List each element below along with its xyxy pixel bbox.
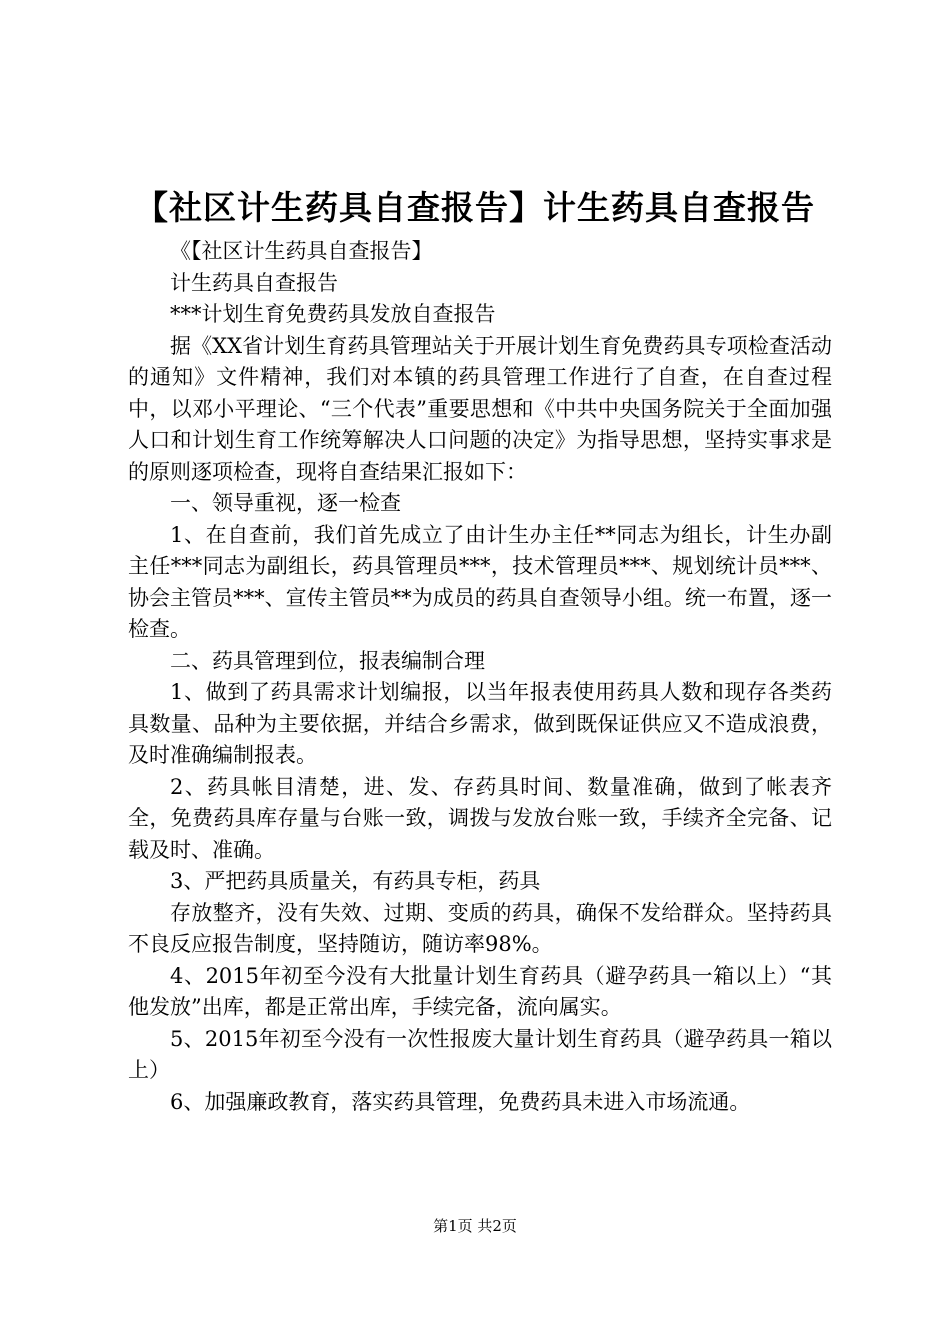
page-footer: 第1页 共2页 [433, 1217, 517, 1235]
paragraph-report-name: ***计划生育免费药具发放自查报告 [170, 302, 496, 326]
paragraph-section2-item4: 4、2015年初至今没有大批量计划生育药具（避孕药具一箱以上）“其他发放”出库，都是正常出库，手续完备，流向属实。 [128, 963, 832, 1019]
paragraph-section2-item1: 1、做到了药具需求计划编报，以当年报表使用药具人数和现存各类药具数量、品种为主要依据，并结合乡需求，做到既保证供应又不造成浪费，及时准确编制报表。 [128, 680, 832, 767]
paragraph-source-heading: 《【社区计生药具自查报告】 [170, 239, 433, 263]
paragraph-section1-item1: 1、在自查前，我们首先成立了由计生办主任**同志为组长，计生办副主任***同志为副组长，药具管理员***，技术管理员***、规划统计员***、协会主管员***、宣传主管员**为成员的药具自查领导小组。统一布置，逐一检查。 [128, 522, 832, 641]
paragraph-section2-item3: 3、严把药具质量关，有药具专柜，药具 [170, 869, 541, 893]
paragraph-section2-item2: 2、药具帐目清楚，进、发、存药具时间、数量准确，做到了帐表齐全，免费药具库存量与台账一致，调拨与发放台账一致，手续齐全完备、记载及时、准确。 [128, 774, 832, 862]
paragraph-section2-item6: 6、加强廉政教育，落实药具管理，免费药具未进入市场流通。 [170, 1089, 751, 1114]
section-heading-1: 一、领导重视，逐一检查 [170, 491, 401, 515]
paragraph-section2-item3-cont: 存放整齐，没有失效、过期、变质的药具，确保不发给群众。坚持药具不良反应报告制度，坚持随访，随访率98%。 [128, 900, 832, 956]
section-heading-2: 二、药具管理到位，报表编制合理 [170, 648, 485, 673]
paragraph-intro: 据《XX省计划生育药具管理站关于开展计划生育免费药具专项检查活动的通知》文件精神，我们对本镇的药具管理工作进行了自查，在自查过程中，以邓小平理论、“三个代表”重要思想和《中共中央国务院关于全面加强人口和计划生育工作统筹解决人口问题的决定》为指导思想，坚持实事求是的原则逐项检查，现将自查结果汇报如下： [128, 333, 832, 484]
document-title: 【社区计生药具自查报告】计生药具自查报告 [135, 188, 815, 227]
document-body [128, 236, 832, 1118]
paragraph-subtitle: 计生药具自查报告 [170, 270, 338, 295]
paragraph-section2-item5: 5、2015年初至今没有一次性报废大量计划生育药具（避孕药具一箱以上） [128, 1026, 832, 1082]
